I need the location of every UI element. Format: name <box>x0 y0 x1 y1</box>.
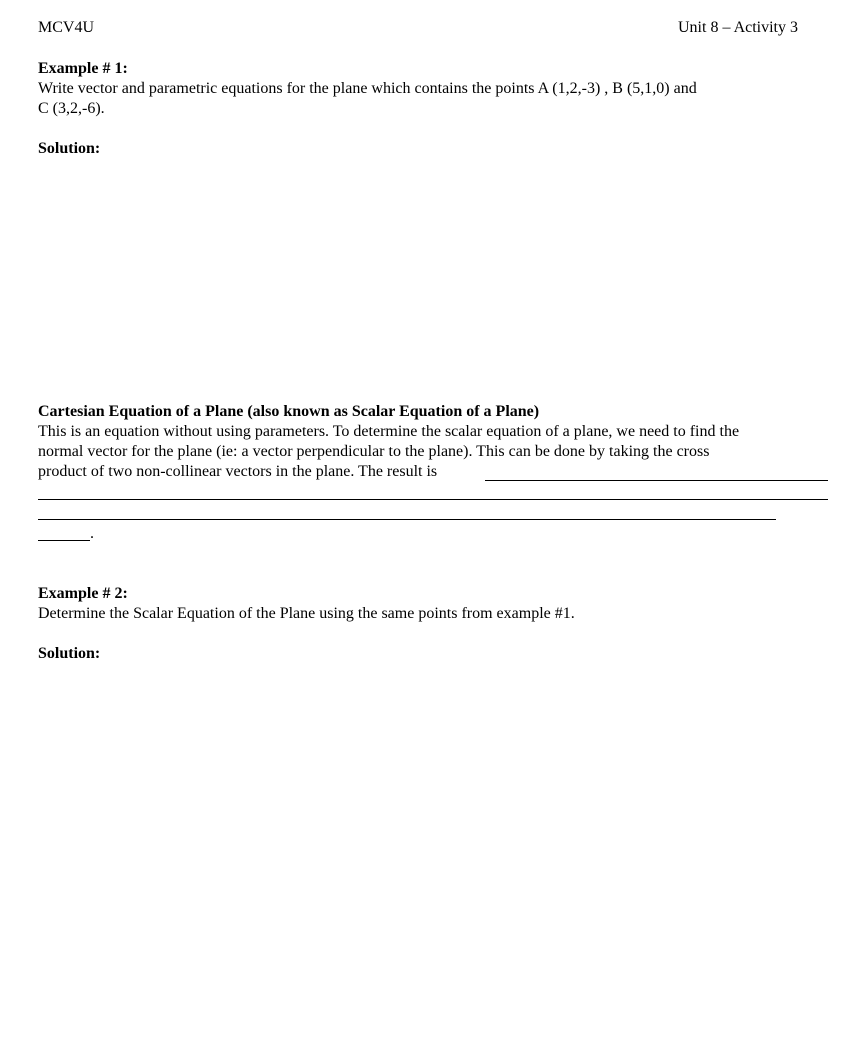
fill-in-blank-line-1[interactable] <box>485 480 828 481</box>
example-2-title: Example # 2: <box>38 585 128 602</box>
example-2-solution-label: Solution: <box>38 645 101 662</box>
example-1-question-line-1: Write vector and parametric equations for the plane which contains the points A (1,2,-3) , B (5,1,0) and <box>38 80 697 97</box>
fill-in-blank-line-3[interactable] <box>38 519 776 520</box>
example-2-question: Determine the Scalar Equation of the Plane using the same points from example #1. <box>38 605 575 622</box>
cartesian-section-body <box>38 422 828 482</box>
example-1-question <box>38 79 798 119</box>
cartesian-section-title: Cartesian Equation of a Plane (also known as Scalar Equation of a Plane) <box>38 403 540 420</box>
unit-activity-label: Unit 8 – Activity 3 <box>678 19 798 36</box>
example-1-solution-label: Solution: <box>38 140 101 157</box>
cartesian-body-line-2: normal vector for the plane (ie: a vector perpendicular to the plane). This can be done by taking the cross <box>38 443 710 460</box>
blank-end-period: . <box>90 525 94 542</box>
fill-in-blank-line-4[interactable] <box>38 540 90 541</box>
course-code: MCV4U <box>38 19 95 36</box>
example-1-title: Example # 1: <box>38 60 128 77</box>
cartesian-body-line-1: This is an equation without using parameters. To determine the scalar equation of a plane, we need to find the <box>38 423 740 440</box>
cartesian-body-line-3: product of two non-collinear vectors in the plane. The result is <box>38 463 438 480</box>
fill-in-blank-line-2[interactable] <box>38 499 828 500</box>
example-1-question-line-2: C (3,2,-6). <box>38 100 105 117</box>
